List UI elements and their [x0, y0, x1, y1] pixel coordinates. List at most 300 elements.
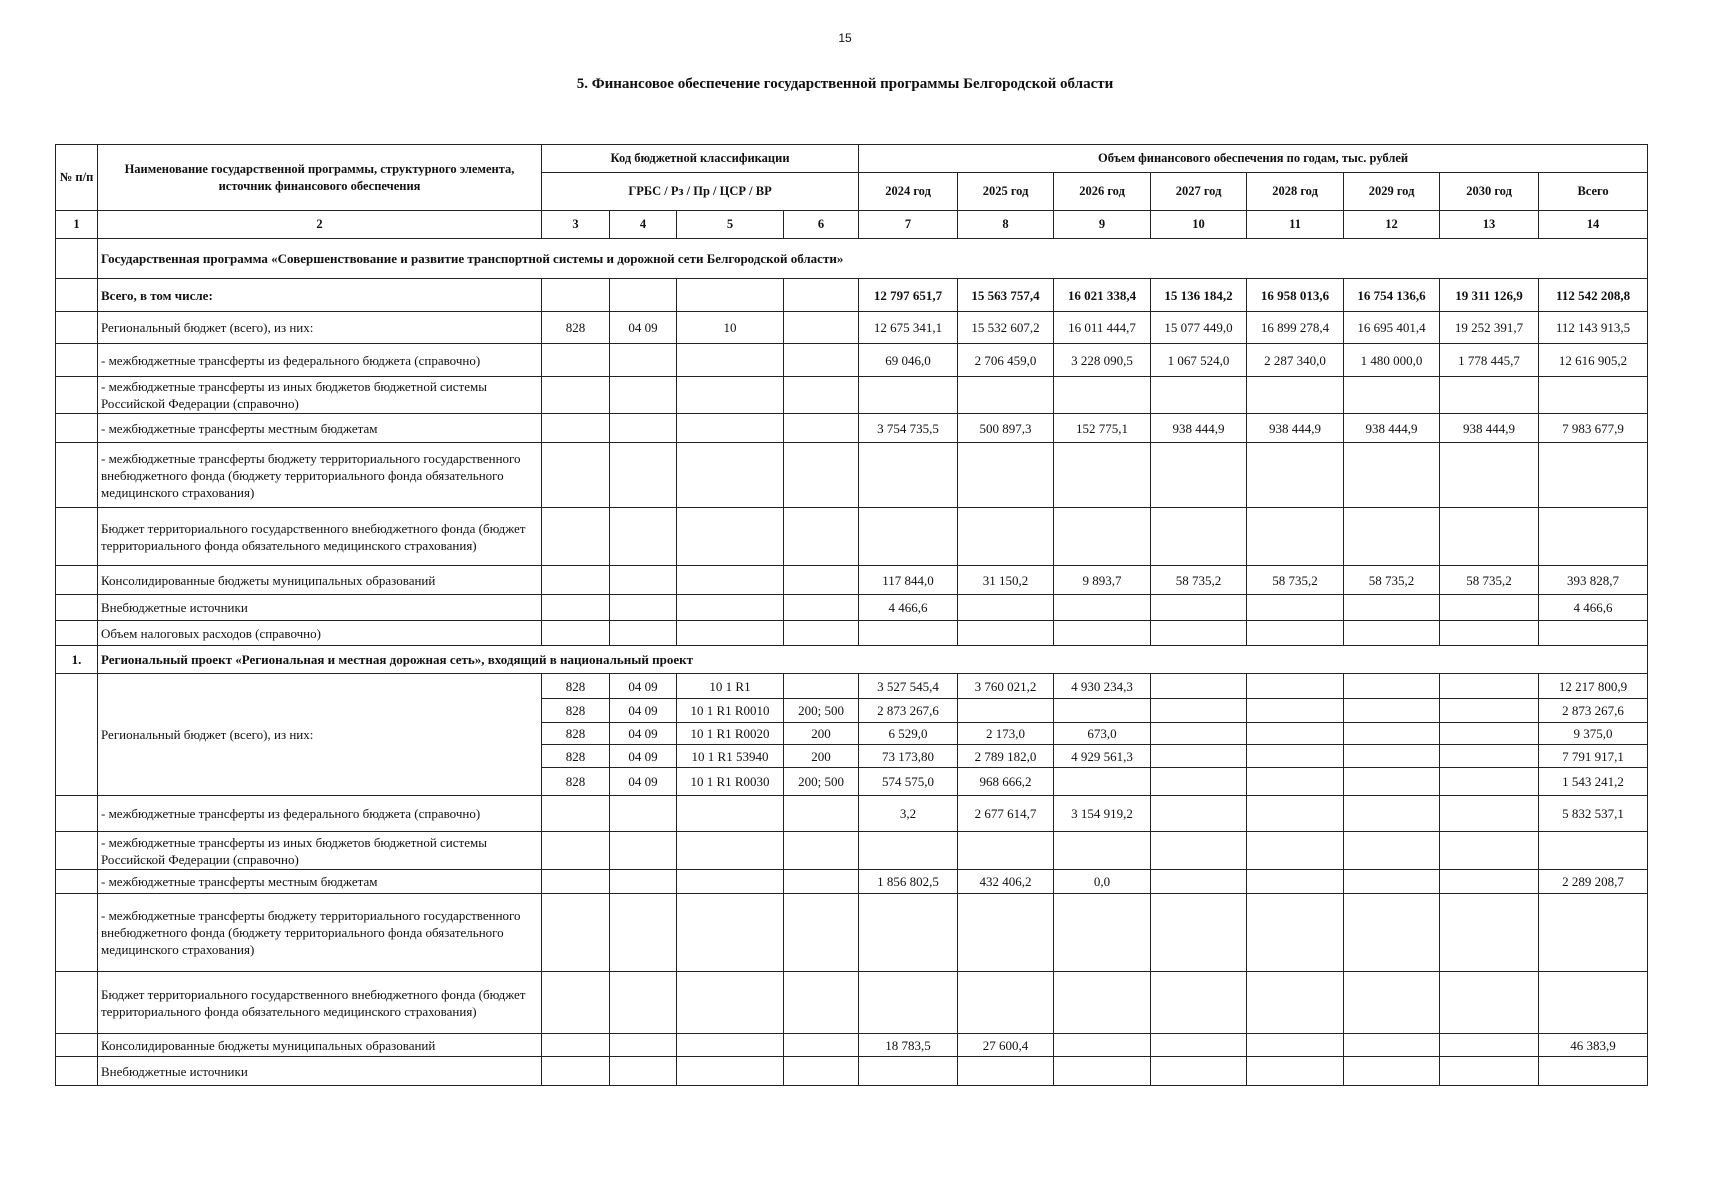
header-year: 2027 год	[1151, 173, 1247, 211]
code-cell	[542, 344, 610, 377]
value-cell	[1344, 621, 1440, 646]
code-cell	[677, 377, 784, 414]
code-cell	[542, 972, 610, 1034]
value-cell: 16 695 401,4	[1344, 312, 1440, 344]
value-cell	[1440, 832, 1539, 870]
header-column-number: 5	[677, 211, 784, 239]
code-cell	[542, 621, 610, 646]
value-cell	[1344, 832, 1440, 870]
table-row	[56, 832, 1648, 870]
value-cell	[859, 621, 958, 646]
code-cell	[677, 508, 784, 566]
value-cell	[859, 443, 958, 508]
value-cell	[1054, 443, 1151, 508]
code-vr	[784, 674, 859, 699]
table-row	[56, 870, 1648, 894]
value-cell: 2 873 267,6	[1539, 699, 1648, 723]
code-vr: 200	[784, 745, 859, 768]
code-cell	[784, 595, 859, 621]
code-cell	[677, 894, 784, 972]
value-cell	[859, 832, 958, 870]
code-cell	[784, 832, 859, 870]
num-cell	[56, 832, 98, 870]
code-cell	[542, 796, 610, 832]
value-cell: 58 735,2	[1440, 566, 1539, 595]
value-cell: 16 958 013,6	[1247, 279, 1344, 312]
code-rz-pr: 04 09	[610, 768, 677, 796]
value-cell	[1539, 621, 1648, 646]
code-cell	[610, 377, 677, 414]
value-cell	[1440, 595, 1539, 621]
num-cell	[56, 312, 98, 344]
table-row	[56, 344, 1648, 377]
value-cell: 4 930 234,3	[1054, 674, 1151, 699]
row-label: Региональный бюджет (всего), из них:	[98, 674, 542, 796]
value-cell	[1539, 972, 1648, 1034]
value-cell: 938 444,9	[1344, 414, 1440, 443]
value-cell	[1344, 768, 1440, 796]
header-column-number: 4	[610, 211, 677, 239]
code-rz-pr: 04 09	[610, 674, 677, 699]
value-cell: 432 406,2	[958, 870, 1054, 894]
program-title: Государственная программа «Совершенствование и развитие транспортной системы и дорожной сети Белгородской области»	[98, 239, 1648, 279]
num-cell	[56, 1057, 98, 1086]
table-row	[56, 595, 1648, 621]
value-cell: 500 897,3	[958, 414, 1054, 443]
header-column-number: 14	[1539, 211, 1648, 239]
num-cell	[56, 344, 98, 377]
value-cell	[1440, 621, 1539, 646]
code-cell	[610, 832, 677, 870]
value-cell	[1054, 894, 1151, 972]
value-cell: 2 173,0	[958, 723, 1054, 745]
value-cell: 15 563 757,4	[958, 279, 1054, 312]
table-row	[56, 646, 1648, 674]
value-cell	[958, 699, 1054, 723]
code-cell	[784, 377, 859, 414]
value-cell	[1440, 972, 1539, 1034]
project-title: Региональный проект «Региональная и местная дорожная сеть», входящий в национальный проект	[98, 646, 1648, 674]
header-column-number: 13	[1440, 211, 1539, 239]
code-cell	[610, 1057, 677, 1086]
code-csr: 10 1 R1 R0030	[677, 768, 784, 796]
value-cell	[1054, 621, 1151, 646]
value-cell	[1440, 377, 1539, 414]
value-cell	[1344, 870, 1440, 894]
code-cell	[784, 279, 859, 312]
code-cell	[542, 832, 610, 870]
code-cell	[610, 972, 677, 1034]
value-cell	[1344, 377, 1440, 414]
value-cell	[1440, 723, 1539, 745]
value-cell	[1539, 832, 1648, 870]
code-rz-pr: 04 09	[610, 745, 677, 768]
value-cell: 5 832 537,1	[1539, 796, 1648, 832]
num-cell	[56, 508, 98, 566]
value-cell: 1 543 241,2	[1539, 768, 1648, 796]
value-cell: 15 532 607,2	[958, 312, 1054, 344]
num-cell	[56, 796, 98, 832]
value-cell	[1440, 796, 1539, 832]
header-volume: Объем финансового обеспечения по годам, тыс. рублей	[859, 145, 1648, 173]
value-cell	[859, 894, 958, 972]
code-cell	[677, 832, 784, 870]
table-row	[56, 279, 1648, 312]
value-cell: 12 675 341,1	[859, 312, 958, 344]
value-cell	[1344, 972, 1440, 1034]
value-cell: 1 067 524,0	[1151, 344, 1247, 377]
code-cell	[610, 508, 677, 566]
code-rz-pr: 04 09	[610, 312, 677, 344]
value-cell: 1 480 000,0	[1344, 344, 1440, 377]
value-cell: 3 154 919,2	[1054, 796, 1151, 832]
value-cell	[1539, 443, 1648, 508]
header-year: 2029 год	[1344, 173, 1440, 211]
header-column-number: 8	[958, 211, 1054, 239]
row-label: Бюджет территориального государственного внебюджетного фонда (бюджет территориального фонда обязательного медицинского страхования)	[98, 972, 542, 1034]
code-cell	[784, 621, 859, 646]
value-cell	[1539, 1057, 1648, 1086]
value-cell: 73 173,80	[859, 745, 958, 768]
value-cell: 6 529,0	[859, 723, 958, 745]
value-cell	[1247, 832, 1344, 870]
value-cell	[1247, 621, 1344, 646]
table-row	[56, 414, 1648, 443]
num-cell	[56, 894, 98, 972]
value-cell	[1151, 1034, 1247, 1057]
value-cell	[1247, 723, 1344, 745]
value-cell: 7 983 677,9	[1539, 414, 1648, 443]
code-cell	[610, 595, 677, 621]
row-label: Бюджет территориального государственного внебюджетного фонда (бюджет территориального фонда обязательного медицинского страхования)	[98, 508, 542, 566]
num-cell	[56, 1034, 98, 1057]
header-year: Всего	[1539, 173, 1648, 211]
code-cell	[677, 870, 784, 894]
value-cell	[1151, 723, 1247, 745]
value-cell: 58 735,2	[1247, 566, 1344, 595]
value-cell	[1151, 1057, 1247, 1086]
code-cell	[784, 796, 859, 832]
value-cell	[1344, 699, 1440, 723]
header-column-number: 10	[1151, 211, 1247, 239]
value-cell: 2 677 614,7	[958, 796, 1054, 832]
header-column-number: 11	[1247, 211, 1344, 239]
code-grbs: 828	[542, 674, 610, 699]
value-cell	[958, 621, 1054, 646]
value-cell	[958, 832, 1054, 870]
value-cell	[958, 894, 1054, 972]
code-rz-pr: 04 09	[610, 699, 677, 723]
table-row	[56, 674, 1648, 699]
value-cell	[1151, 745, 1247, 768]
value-cell	[859, 1057, 958, 1086]
value-cell	[859, 377, 958, 414]
value-cell: 3,2	[859, 796, 958, 832]
value-cell: 0,0	[1054, 870, 1151, 894]
value-cell	[1247, 508, 1344, 566]
value-cell: 673,0	[1054, 723, 1151, 745]
value-cell	[958, 443, 1054, 508]
value-cell: 2 873 267,6	[859, 699, 958, 723]
code-cell	[610, 443, 677, 508]
value-cell	[1344, 745, 1440, 768]
value-cell	[1151, 377, 1247, 414]
code-cell	[677, 344, 784, 377]
table-row	[56, 443, 1648, 508]
value-cell: 117 844,0	[859, 566, 958, 595]
code-cell	[542, 566, 610, 595]
code-csr: 10	[677, 312, 784, 344]
value-cell	[1151, 832, 1247, 870]
value-cell: 3 527 545,4	[859, 674, 958, 699]
value-cell	[1054, 595, 1151, 621]
code-grbs: 828	[542, 745, 610, 768]
code-cell	[677, 279, 784, 312]
value-cell: 2 289 208,7	[1539, 870, 1648, 894]
value-cell	[1247, 377, 1344, 414]
table-row	[56, 239, 1648, 279]
code-cell	[677, 972, 784, 1034]
value-cell: 1 778 445,7	[1440, 344, 1539, 377]
value-cell	[1151, 595, 1247, 621]
code-grbs: 828	[542, 723, 610, 745]
value-cell: 16 754 136,6	[1344, 279, 1440, 312]
value-cell: 69 046,0	[859, 344, 958, 377]
value-cell	[1440, 1034, 1539, 1057]
value-cell	[1440, 508, 1539, 566]
code-cell	[542, 870, 610, 894]
document-title: 5. Финансовое обеспечение государственной программы Белгородской области	[576, 76, 1114, 92]
code-vr: 200	[784, 723, 859, 745]
code-cell	[542, 443, 610, 508]
table-row	[56, 566, 1648, 595]
code-grbs: 828	[542, 312, 610, 344]
code-cell	[542, 1057, 610, 1086]
code-cell	[610, 414, 677, 443]
value-cell: 27 600,4	[958, 1034, 1054, 1057]
header-column-number: 12	[1344, 211, 1440, 239]
num-cell	[56, 239, 98, 279]
header-kbk: Код бюджетной классификации	[542, 145, 859, 173]
code-cell	[610, 1034, 677, 1057]
value-cell: 112 542 208,8	[1539, 279, 1648, 312]
code-cell	[542, 508, 610, 566]
value-cell: 46 383,9	[1539, 1034, 1648, 1057]
num-cell	[56, 377, 98, 414]
code-cell	[677, 414, 784, 443]
value-cell	[1247, 745, 1344, 768]
value-cell	[1344, 1057, 1440, 1086]
num-cell	[56, 414, 98, 443]
code-cell	[784, 870, 859, 894]
table-row	[56, 796, 1648, 832]
code-cell	[610, 796, 677, 832]
value-cell	[1151, 443, 1247, 508]
value-cell	[1440, 674, 1539, 699]
code-cell	[677, 566, 784, 595]
value-cell	[958, 972, 1054, 1034]
value-cell: 9 375,0	[1539, 723, 1648, 745]
value-cell	[1247, 796, 1344, 832]
value-cell: 112 143 913,5	[1539, 312, 1648, 344]
code-vr: 200; 500	[784, 699, 859, 723]
code-cell	[542, 279, 610, 312]
value-cell	[1344, 508, 1440, 566]
value-cell: 19 252 391,7	[1440, 312, 1539, 344]
value-cell	[1247, 443, 1344, 508]
value-cell	[1440, 699, 1539, 723]
row-label: - межбюджетные трансферты из федерального бюджета (справочно)	[98, 796, 542, 832]
value-cell: 3 754 735,5	[859, 414, 958, 443]
row-label: - межбюджетные трансферты местным бюджетам	[98, 870, 542, 894]
value-cell: 3 760 021,2	[958, 674, 1054, 699]
header-column-number: 7	[859, 211, 958, 239]
code-csr: 10 1 R1 53940	[677, 745, 784, 768]
code-rz-pr: 04 09	[610, 723, 677, 745]
value-cell: 58 735,2	[1344, 566, 1440, 595]
num-cell	[56, 566, 98, 595]
row-label: - межбюджетные трансферты из иных бюджетов бюджетной системы Российской Федерации (справочно)	[98, 377, 542, 414]
value-cell: 31 150,2	[958, 566, 1054, 595]
code-cell	[784, 443, 859, 508]
row-label: Объем налоговых расходов (справочно)	[98, 621, 542, 646]
header-name: Наименование государственной программы, структурного элемента, источник финансового обеспечения	[98, 145, 542, 211]
num-cell	[56, 279, 98, 312]
value-cell	[859, 508, 958, 566]
table-row	[56, 1034, 1648, 1057]
code-cell	[610, 566, 677, 595]
table-row	[56, 508, 1648, 566]
value-cell: 16 021 338,4	[1054, 279, 1151, 312]
header-year: 2025 год	[958, 173, 1054, 211]
value-cell: 2 706 459,0	[958, 344, 1054, 377]
table-row	[56, 1057, 1648, 1086]
value-cell	[1151, 508, 1247, 566]
value-cell	[1247, 1057, 1344, 1086]
value-cell	[1151, 894, 1247, 972]
table-row	[56, 972, 1648, 1034]
table-row	[56, 621, 1648, 646]
header-column-number: 9	[1054, 211, 1151, 239]
value-cell	[958, 377, 1054, 414]
code-grbs: 828	[542, 768, 610, 796]
value-cell: 968 666,2	[958, 768, 1054, 796]
row-label: Региональный бюджет (всего), из них:	[98, 312, 542, 344]
code-cell	[542, 414, 610, 443]
row-label: Внебюджетные источники	[98, 1057, 542, 1086]
code-cell	[542, 1034, 610, 1057]
value-cell	[1151, 972, 1247, 1034]
value-cell	[1440, 894, 1539, 972]
num-cell	[56, 972, 98, 1034]
value-cell: 2 789 182,0	[958, 745, 1054, 768]
row-label: - межбюджетные трансферты бюджету территориального государственного внебюджетного фонда (бюджету территориального фонда обязательного медицинского страхования)	[98, 894, 542, 972]
value-cell	[1151, 699, 1247, 723]
value-cell	[1054, 377, 1151, 414]
value-cell	[1247, 768, 1344, 796]
row-label: Всего, в том числе:	[98, 279, 542, 312]
value-cell	[1344, 796, 1440, 832]
code-cell	[784, 972, 859, 1034]
code-cell	[610, 279, 677, 312]
value-cell	[1247, 870, 1344, 894]
value-cell	[958, 1057, 1054, 1086]
page-number: 15	[838, 31, 852, 45]
header-column-number: 2	[98, 211, 542, 239]
value-cell	[1247, 1034, 1344, 1057]
value-cell: 393 828,7	[1539, 566, 1648, 595]
value-cell	[958, 595, 1054, 621]
row-label: - межбюджетные трансферты из иных бюджетов бюджетной системы Российской Федерации (справочно)	[98, 832, 542, 870]
code-csr: 10 1 R1 R0010	[677, 699, 784, 723]
code-cell	[677, 1034, 784, 1057]
value-cell	[1247, 972, 1344, 1034]
code-grbs: 828	[542, 699, 610, 723]
value-cell: 1 856 802,5	[859, 870, 958, 894]
code-cell	[677, 1057, 784, 1086]
value-cell	[1344, 674, 1440, 699]
value-cell: 938 444,9	[1247, 414, 1344, 443]
code-cell	[610, 870, 677, 894]
code-csr: 10 1 R1 R0020	[677, 723, 784, 745]
value-cell: 19 311 126,9	[1440, 279, 1539, 312]
header-year: 2024 год	[859, 173, 958, 211]
value-cell	[1539, 894, 1648, 972]
value-cell	[1151, 768, 1247, 796]
num-cell	[56, 621, 98, 646]
value-cell	[1539, 508, 1648, 566]
code-csr: 10 1 R1	[677, 674, 784, 699]
value-cell	[859, 972, 958, 1034]
header-year: 2030 год	[1440, 173, 1539, 211]
num-cell	[56, 595, 98, 621]
value-cell	[1440, 443, 1539, 508]
num-cell	[56, 443, 98, 508]
value-cell	[1539, 377, 1648, 414]
header-kbk-sub: ГРБС / Рз / Пр / ЦСР / ВР	[542, 173, 859, 211]
value-cell	[1344, 894, 1440, 972]
value-cell	[1344, 723, 1440, 745]
row-label: - межбюджетные трансферты из федерального бюджета (справочно)	[98, 344, 542, 377]
value-cell	[1247, 595, 1344, 621]
value-cell: 938 444,9	[1440, 414, 1539, 443]
value-cell: 4 466,6	[859, 595, 958, 621]
row-label: Внебюджетные источники	[98, 595, 542, 621]
value-cell	[1344, 595, 1440, 621]
value-cell	[1247, 894, 1344, 972]
code-cell	[677, 595, 784, 621]
value-cell	[1054, 1057, 1151, 1086]
num-cell	[56, 674, 98, 796]
table-row	[56, 894, 1648, 972]
value-cell: 16 011 444,7	[1054, 312, 1151, 344]
code-cell	[542, 377, 610, 414]
code-vr	[784, 312, 859, 344]
code-cell	[784, 414, 859, 443]
value-cell: 12 616 905,2	[1539, 344, 1648, 377]
row-label: Консолидированные бюджеты муниципальных образований	[98, 566, 542, 595]
value-cell	[1344, 1034, 1440, 1057]
code-cell	[610, 894, 677, 972]
table-row	[56, 312, 1648, 344]
value-cell	[1054, 699, 1151, 723]
value-cell	[1440, 1057, 1539, 1086]
num-cell: 1.	[56, 646, 98, 674]
value-cell	[1151, 796, 1247, 832]
value-cell	[1054, 832, 1151, 870]
value-cell: 12 797 651,7	[859, 279, 958, 312]
value-cell: 2 287 340,0	[1247, 344, 1344, 377]
